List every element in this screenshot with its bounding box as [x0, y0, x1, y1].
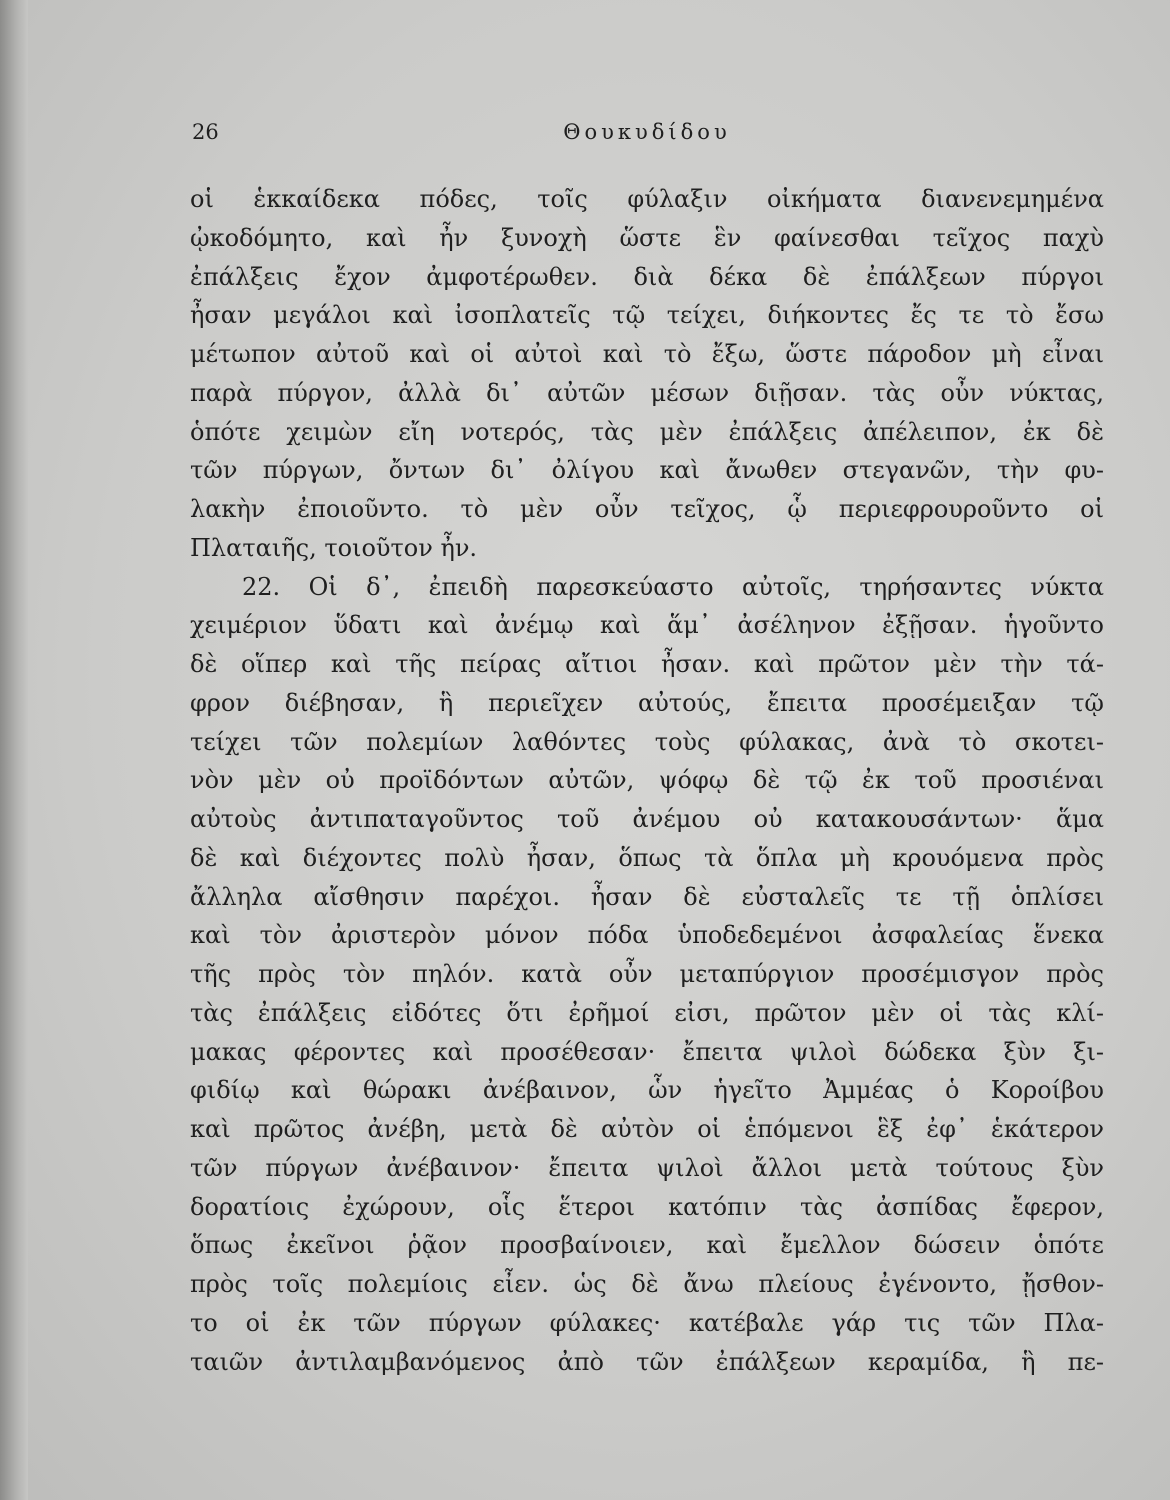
text-line: αὐτοὺς ἀντιπαταγοῦντος τοῦ ἀνέμου οὐ κατακουσάντων· ἅμα: [190, 805, 1104, 833]
page-header: [192, 120, 1102, 150]
text-line: το οἱ ἐκ τῶν πύργων φύλακες· κατέβαλε γάρ τις τῶν Πλα-: [190, 1308, 1104, 1337]
text-line: μακας φέροντες καὶ προσέθεσαν· ἔπειτα ψιλοὶ δώδεκα ξὺν ξι-: [190, 1037, 1104, 1066]
text-line: ταιῶν ἀντιλαμβανόμενος ἀπὸ τῶν ἐπάλξεων κεραμίδα, ἣ πε-: [190, 1347, 1104, 1376]
text-line: φιδίῳ καὶ θώρακι ἀνέβαινον, ὧν ἡγεῖτο Ἀμμέας ὁ Κοροίβου: [190, 1076, 1104, 1105]
running-title: Θουκυδίδου: [563, 120, 731, 144]
text-line: καὶ πρῶτος ἀνέβη, μετὰ δὲ αὐτὸν οἱ ἑπόμενοι ἓξ ἐφ᾽ ἑκάτερον: [190, 1115, 1104, 1143]
text-line: δὲ καὶ διέχοντες πολὺ ἦσαν, ὅπως τὰ ὅπλα μὴ κρουόμενα πρὸς: [190, 843, 1104, 872]
text-line: καὶ τὸν ἀριστερὸν μόνον πόδα ὑποδεδεμένοι ἀσφαλείας ἕνεκα: [190, 921, 1104, 950]
text-line: μέτωπον αὐτοῦ καὶ οἱ αὐτοὶ καὶ τὸ ἔξω, ὥστε πάροδον μὴ εἶναι: [190, 340, 1104, 368]
text-line: τῶν πύργων ἀνέβαινον· ἔπειτα ψιλοὶ ἄλλοι μετὰ τούτους ξὺν: [190, 1153, 1104, 1182]
text-line: ἐπάλξεις ἔχον ἀμφοτέρωθεν. διὰ δέκα δὲ ἐπάλξεων πύργοι: [190, 262, 1104, 291]
body-text: [190, 180, 1104, 1381]
text-line: τῆς πρὸς τὸν πηλόν. κατὰ οὖν μεταπύργιον προσέμισγον πρὸς: [190, 960, 1104, 988]
text-line: δὲ οἵπερ καὶ τῆς πείρας αἴτιοι ἦσαν. καὶ πρῶτον μὲν τὴν τά-: [190, 650, 1104, 678]
binding-gutter: [0, 0, 28, 1500]
text-line: Πλαταιῆς, τοιοῦτον ἦν.: [190, 533, 478, 562]
text-line: ἦσαν μεγάλοι καὶ ἰσοπλατεῖς τῷ τείχει, διήκοντες ἔς τε τὸ ἔσω: [190, 301, 1104, 330]
text-line: φρον διέβησαν, ἣ περιεῖχεν αὐτούς, ἔπειτα προσέμειξαν τῷ: [190, 688, 1104, 717]
text-line: οἱ ἑκκαίδεκα πόδες, τοῖς φύλαξιν οἰκήματα διανενεμημένα: [190, 185, 1104, 213]
text-line: νὸν μὲν οὐ προϊδόντων αὐτῶν, ψόφῳ δὲ τῷ ἐκ τοῦ προσιέναι: [190, 766, 1104, 795]
text-line: λακὴν ἐποιοῦντο. τὸ μὲν οὖν τεῖχος, ᾧ περιεφρουροῦντο οἱ: [190, 495, 1104, 523]
text-line: τῶν πύργων, ὄντων δι᾽ ὀλίγου καὶ ἄνωθεν στεγανῶν, τὴν φυ-: [190, 456, 1104, 485]
chapter-22-opening-line: 22. Οἱ δ᾽, ἐπειδὴ παρεσκεύαστο αὐτοῖς, τηρήσαντες νύκτα: [242, 572, 1104, 601]
text-line: ἄλληλα αἴσθησιν παρέχοι. ἦσαν δὲ εὐσταλεῖς τε τῇ ὁπλίσει: [190, 882, 1104, 911]
text-line: ὅπως ἐκεῖνοι ῥᾷον προσβαίνοιεν, καὶ ἔμελλον δώσειν ὁπότε: [190, 1231, 1104, 1260]
text-line: δορατίοις ἐχώρουν, οἷς ἕτεροι κατόπιν τὰς ἀσπίδας ἔφερον,: [190, 1192, 1104, 1221]
text-line: ὁπότε χειμὼν εἴη νοτερός, τὰς μὲν ἐπάλξεις ἀπέλειπον, ἐκ δὲ: [190, 417, 1104, 446]
text-line: χειμέριον ὕδατι καὶ ἀνέμῳ καὶ ἅμ᾽ ἀσέληνον ἐξῇσαν. ἡγοῦντο: [190, 611, 1104, 640]
text-line: παρὰ πύργον, ἀλλὰ δι᾽ αὐτῶν μέσων διῇσαν. τὰς οὖν νύκτας,: [190, 378, 1104, 407]
text-line: τείχει τῶν πολεμίων λαθόντες τοὺς φύλακας, ἀνὰ τὸ σκοτει-: [190, 727, 1104, 756]
text-line: ᾠκοδόμητο, καὶ ἦν ξυνοχὴ ὥστε ἓν φαίνεσθαι τεῖχος παχὺ: [190, 223, 1104, 252]
text-line: πρὸς τοῖς πολεμίοις εἶεν. ὡς δὲ ἄνω πλείους ἐγένοντο, ᾔσθον-: [190, 1270, 1104, 1298]
text-line: τὰς ἐπάλξεις εἰδότες ὅτι ἐρῆμοί εἰσι, πρῶτον μὲν οἱ τὰς κλί-: [190, 998, 1104, 1027]
page-number: 26: [192, 120, 219, 144]
